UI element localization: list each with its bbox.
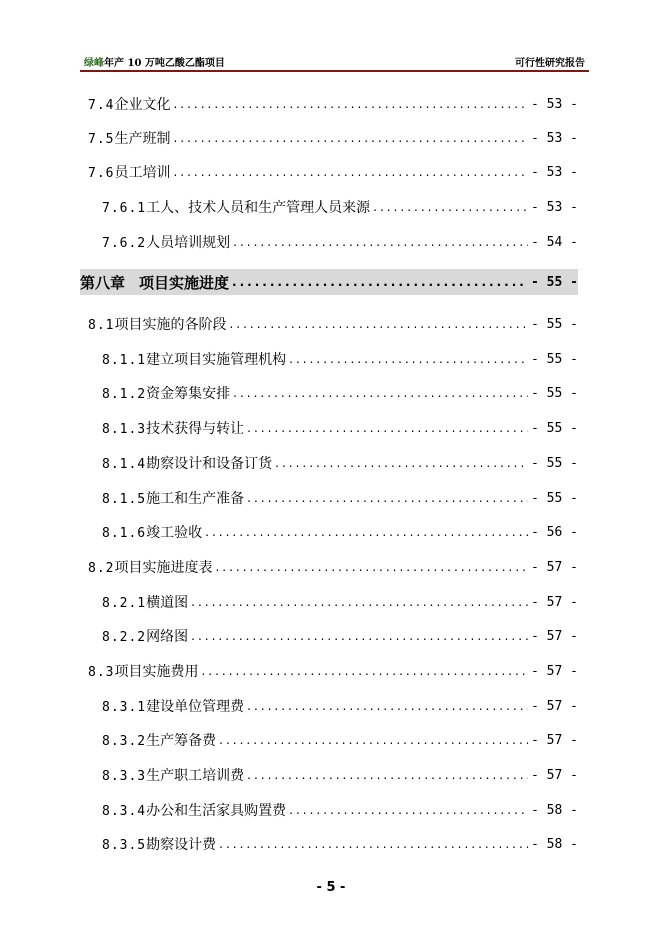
page-header [80, 50, 589, 72]
toc-entry-title: 项目实施进度 [139, 273, 230, 292]
toc-entry-number: 8.1.6 [102, 526, 147, 541]
toc-entry-number: 7.6 [88, 166, 115, 181]
toc-entry[interactable] [102, 380, 578, 406]
toc-leader-dots [247, 421, 528, 435]
toc-leader-dots [233, 386, 528, 400]
toc-entry-title: 项目实施的各阶段 [114, 317, 227, 333]
toc-leader-dots [373, 200, 528, 214]
toc-entry-page: - 55 - [531, 316, 578, 332]
toc-entry-title: 项目实施进度表 [114, 560, 213, 576]
toc-entry-label [102, 834, 216, 854]
toc-entry-number: 8.2.1 [102, 596, 147, 611]
toc-leader-dots [275, 456, 528, 470]
toc-entry-title: 勘察设计费 [146, 837, 217, 853]
toc-entry-title: 网络图 [146, 629, 189, 645]
toc-entry[interactable] [102, 346, 578, 372]
toc-entry-title: 员工培训 [114, 165, 171, 181]
toc-entry[interactable] [102, 693, 578, 719]
toc-entry[interactable] [88, 311, 578, 337]
toc-entry[interactable] [102, 415, 578, 441]
toc-entry-title: 横道图 [146, 595, 189, 611]
toc-entry-page: - 57 - [531, 594, 578, 610]
toc-entry[interactable] [88, 159, 578, 185]
toc-entry-number: 7.6.1 [102, 201, 147, 216]
toc-entry-page: - 57 - [531, 698, 578, 714]
toc-leader-dots [229, 317, 528, 331]
toc-entry[interactable] [102, 519, 578, 545]
toc-entry-page: - 55 - [531, 490, 578, 506]
toc-leader-dots [215, 560, 528, 574]
toc-entry-page: - 57 - [531, 767, 578, 783]
toc-entry[interactable] [88, 554, 578, 580]
toc-entry-label [102, 696, 244, 716]
toc-entry-number: 8.3.4 [102, 804, 147, 819]
toc-entry-title: 建设单位管理费 [146, 699, 245, 715]
toc-entry-number: 8.3.5 [102, 838, 147, 853]
header-brand: 绿峰 [84, 58, 104, 69]
toc-entry-label [88, 314, 226, 334]
toc-entry-page: - 58 - [531, 836, 578, 852]
toc-entry-label [102, 232, 230, 252]
toc-entry-label [102, 197, 370, 217]
toc-leader-dots [173, 131, 528, 145]
toc-entry-number: 第八章 [80, 273, 126, 292]
toc-leader-dots [233, 235, 528, 249]
toc-entry-title: 勘察设计和设备订货 [146, 456, 273, 472]
toc-entry[interactable] [102, 194, 578, 220]
toc-leader-dots [247, 491, 528, 505]
toc-entry-number: 8.1.5 [102, 492, 147, 507]
toc-leader-dots [191, 629, 528, 643]
toc-entry-label [102, 800, 286, 820]
toc-entry-title: 企业文化 [114, 97, 171, 113]
toc-leader-dots [219, 733, 528, 747]
toc-entry-title: 人员培训规划 [146, 235, 231, 251]
header-project-name: 年产 10 万吨乙酸乙酯项目 [104, 58, 225, 69]
toc-leader-dots [247, 699, 528, 713]
toc-entry[interactable] [102, 831, 578, 857]
toc-leader-dots [247, 768, 528, 782]
toc-entry-title: 生产职工培训费 [146, 768, 245, 784]
toc-entry-number: 8.2 [88, 561, 115, 576]
toc-entry-number: 8.1.3 [102, 422, 147, 437]
toc-entry-page: - 57 - [531, 732, 578, 748]
toc-entry-label [102, 522, 202, 542]
toc-entry-page: - 54 - [531, 234, 578, 250]
toc-leader-dots [191, 595, 528, 609]
toc-entry[interactable] [102, 727, 578, 753]
toc-leader-dots [289, 803, 528, 817]
toc-entry-page: - 56 - [531, 524, 578, 540]
toc-entry-title: 项目实施费用 [114, 664, 199, 680]
toc-entry[interactable] [102, 623, 578, 649]
toc-leader-dots [173, 97, 528, 111]
toc-entry-page: - 53 - [531, 199, 578, 215]
toc-entry-label [88, 162, 170, 182]
toc-entry-number: 7.6.2 [102, 236, 147, 251]
toc-entry[interactable] [102, 450, 578, 476]
toc-entry-page: - 55 - [531, 385, 578, 401]
toc-leader-dots [205, 525, 528, 539]
toc-entry-label [102, 349, 286, 369]
toc-entry-number: 8.1.4 [102, 457, 147, 472]
toc-entry-label [88, 94, 170, 114]
toc-entry-title: 技术获得与转让 [146, 421, 245, 437]
toc-entry-title: 施工和生产准备 [146, 491, 245, 507]
toc-entry-page: - 53 - [531, 96, 578, 112]
toc-entry-page: - 57 - [531, 628, 578, 644]
toc-entry-label [102, 418, 244, 438]
toc-entry[interactable] [88, 658, 578, 684]
toc-entry-label [80, 272, 229, 293]
toc-entry[interactable] [102, 589, 578, 615]
toc-entry-number: 7.4 [88, 98, 115, 113]
toc-entry-number: 8.2.2 [102, 630, 147, 645]
toc-entry-number: 8.3.3 [102, 769, 147, 784]
toc-entry-page: - 57 - [531, 663, 578, 679]
toc-leader-dots [289, 352, 528, 366]
toc-leader-dots [173, 165, 528, 179]
toc-entry-label [88, 661, 198, 681]
header-project-title [84, 54, 225, 69]
toc-entry[interactable] [88, 125, 578, 151]
page-number: - 5 - [316, 880, 346, 895]
toc-entry[interactable] [102, 485, 578, 511]
toc-entry-page: - 55 - [531, 351, 578, 367]
toc-entry-title: 办公和生活家具购置费 [146, 803, 287, 819]
toc-leader-dots [232, 275, 528, 289]
toc-leader-dots [201, 664, 528, 678]
toc-entry-label [102, 730, 216, 750]
toc-entry-number: 8.3.2 [102, 734, 147, 749]
toc-entry-title: 生产班制 [114, 131, 171, 147]
toc-entry-page: - 53 - [531, 130, 578, 146]
toc-entry[interactable] [88, 91, 578, 117]
toc-leader-dots [219, 837, 528, 851]
toc-entry-label [102, 626, 188, 646]
toc-entry[interactable] [102, 797, 578, 823]
toc-entry[interactable] [102, 762, 578, 788]
header-report-type: 可行性研究报告 [515, 58, 585, 69]
toc-entry-title: 资金筹集安排 [146, 386, 231, 402]
toc-entry-label [88, 557, 212, 577]
toc-entry-number: 8.3.1 [102, 700, 147, 715]
toc-entry-label [102, 453, 272, 473]
toc-entry-label [102, 592, 188, 612]
toc-entry-title: 建立项目实施管理机构 [146, 352, 287, 368]
toc-entry-title: 工人、技术人员和生产管理人员来源 [146, 200, 371, 216]
toc-entry-number: 8.3 [88, 665, 115, 680]
toc-entry-title: 生产筹备费 [146, 733, 217, 749]
toc-entry-page: - 55 - [531, 455, 578, 471]
toc-chapter-entry[interactable] [80, 269, 578, 295]
toc-entry-label [102, 765, 244, 785]
toc-entry-number: 8.1.2 [102, 387, 147, 402]
toc-entry-label [88, 128, 170, 148]
toc-entry-page: - 53 - [531, 164, 578, 180]
toc-entry-page: - 55 - [531, 274, 578, 290]
toc-entry-label [102, 383, 230, 403]
toc-entry-page: - 58 - [531, 802, 578, 818]
toc-entry-number: 8.1.1 [102, 353, 147, 368]
toc-entry-page: - 55 - [531, 420, 578, 436]
toc-entry-title: 竣工验收 [146, 525, 203, 541]
toc-entry-page: - 57 - [531, 559, 578, 575]
toc-entry-label [102, 488, 244, 508]
toc-entry-number: 7.5 [88, 132, 115, 147]
toc-entry[interactable] [102, 229, 578, 255]
toc-entry-number: 8.1 [88, 318, 115, 333]
